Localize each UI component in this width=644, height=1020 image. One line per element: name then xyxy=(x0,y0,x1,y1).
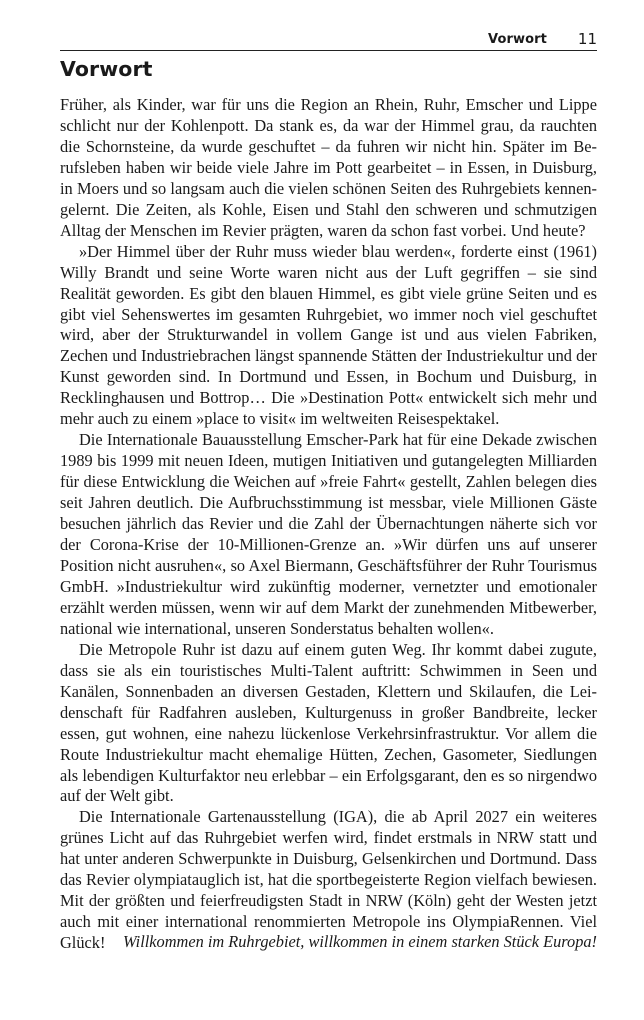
closing-line: Willkommen im Ruhrgebiet, willkommen in einem starken Stück Europa! xyxy=(122,932,597,951)
book-page xyxy=(60,0,597,1020)
paragraph-3: Die Internationale Bauausstellung Emscher-Park hat für eine Dekade zwischen 1989 bis 1999 mit neuen Ideen, mutigen Initiativen und gutangelegten Milliarden für diese Entwicklung die Weichen auf »freie Fahrt« gestellt, Zahlen belegen dies seit Jahren deutlich. Die Aufbruchsstimmung ist messbar, viele Millionen Gäste besuchen jährlich das Revier und die Zahl der Übernachtungen näherte sich vor der Corona-Krise der 10-Millionen-Grenze an. »Wir dürfen uns auf unserer Position nicht ausruhen«, so Axel Biermann, Geschäftsführer der Ruhr Tourismus GmbH. »Industriekultur wird zukünftig moderner, vernetzter und emotionaler erzählt werden müssen, wenn wir auf dem Markt der zunehmenden Mitbewerber, national wie international, unseren Sonderstatus behalten wollen«. xyxy=(60,430,597,638)
paragraph-4: Die Metropole Ruhr ist dazu auf einem guten Weg. Ihr kommt dabei zugute, dass sie als ein touristisches Multi-Talent auftritt: Schwimmen in Seen und Kanälen, Sonnenbaden an diversen Gestaden, Klettern und Skilaufen, die Leidenschaft für Radfahren ausleben, Kulturgenuss in großer Bandbreite, lecker essen, gut wohnen, eine nahezu lückenlose Verkehrsinfrastruktur. Vor allem die Route Industriekultur macht ehemalige Hütten, Zechen, Gasometer, Siedlungen als lebendigen Kulturfaktor neu erlebbar – ein Erfolgsgarant, den es so nirgendwo auf der Welt gibt. xyxy=(60,639,597,806)
chapter-title: Vorwort xyxy=(60,57,153,81)
running-title: Vorwort xyxy=(488,32,547,47)
body-text xyxy=(60,95,597,954)
paragraph-2: »Der Himmel über der Ruhr muss wieder blau werden«, forderte einst (1961) Willy Brandt und seine Worte waren nicht aus der Luft gegriffen – sie sind Realität geworden. Es gibt den blauen Himmel, es gibt viele grüne Seiten und es gibt viel Sehenswertes im gesamten Ruhrgebiet, wo immer noch viel geschuftet wird, aber der Strukturwandel in vollem Gange ist und aus vielen Fabriken, Zechen und Industriebrachen längst spannende Stätten der Industriekultur und der Kunst geworden sind. In Dortmund und Essen, in Bochum und Duisburg, in Recklinghausen und Bottrop… Die »Destination Pott« entwickelt sich mehr und mehr auch zu einem »place to visit« im weltweiten Reisespektakel. xyxy=(60,241,597,429)
paragraph-5: Die Internationale Gartenausstellung (IGA), die ab April 2027 ein weiteres grünes Licht auf das Ruhrgebiet werfen wird, findet erstmals in NRW statt und hat unter anderen Schwerpunkte in Duisburg, Gelsenkirchen und Dortmund. Dass das Revier olympiatauglich ist, hat die sportbegeisterte Region vielfach bewiesen. Mit der größten und feierfreudigsten Stadt in NRW (Köln) geht der Westen jetzt auch mit einer international renommierten Metropole ins OlympiaRennen. Viel Glück! xyxy=(60,807,597,953)
paragraph-1: Früher, als Kinder, war für uns die Region an Rhein, Ruhr, Emscher und Lippe schlicht nur der Kohlenpott. Da stank es, da war der Himmel grau, da rauchten die Schornsteine, da wurde geschuftet – da fuhren wir nicht hin. Später im Berufsleben haben wir beide viele Jahre im Pott gearbeitet – in Essen, in Duisburg, in Moers und so langsam auch die vielen schönen Seiten des Ruhrgebiets kennengelernt. Die Zeiten, als Kohle, Eisen und Stahl den schweren und schmutzigen Alltag der Menschen im Revier prägten, waren da schon fast vorbei. Und heute? xyxy=(60,95,597,240)
running-header xyxy=(60,30,597,51)
page-number: 11 xyxy=(577,30,597,48)
